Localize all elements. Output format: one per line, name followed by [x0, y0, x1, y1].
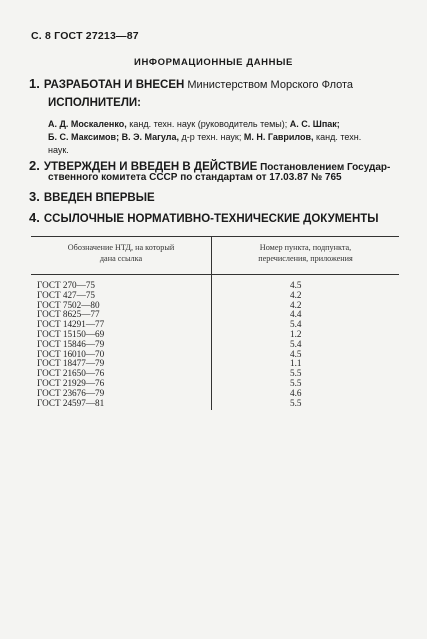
table-cell-reference: 5.5 [290, 368, 302, 379]
section-2-number: 2. [29, 158, 40, 173]
section-3-heading: ВВЕДЕН ВПЕРВЫЕ [43, 192, 155, 204]
section-1-heading: РАЗРАБОТАН И ВНЕСЕН [43, 79, 185, 91]
section-1-body: Министерством Морского Флота [184, 79, 354, 91]
section-4-number: 4. [29, 210, 40, 225]
page-title: ИНФОРМАЦИОННЫЕ ДАННЫЕ [134, 57, 293, 68]
table-cell-document: ГОСТ 7502—80 [37, 299, 100, 310]
table-cell-reference: 4.2 [290, 289, 302, 300]
table-cell-document: ГОСТ 270—75 [37, 280, 96, 290]
table-cell-reference: 5.4 [290, 319, 302, 330]
table-cell-reference: 4.5 [290, 280, 302, 290]
table-cell-document: ГОСТ 427—75 [37, 289, 96, 300]
table-cell-reference: 4.2 [290, 299, 302, 310]
executors-line-2 [48, 130, 361, 144]
header-line: Обозначение НТД, на который [67, 243, 175, 252]
table-cell-reference: 4.5 [290, 348, 302, 359]
section-3 [29, 189, 155, 204]
section-2-heading: УТВЕРЖДЕН И ВВЕДЕН В ДЕЙСТВИЕ [43, 161, 258, 173]
table-cell-reference: 5.5 [290, 377, 302, 388]
section-2-body-2: ственного комитета СССР по стандартам от 17.03.87 № 765 [48, 172, 342, 183]
table-header-rule [31, 274, 399, 275]
reference-column [290, 281, 330, 408]
table-cell-reference: 5.5 [290, 397, 302, 408]
executor-detail: канд. техн. наук (руководитель темы); [126, 119, 290, 129]
table-cell-document: ГОСТ 23676—79 [37, 387, 105, 398]
table-cell-reference: 1.1 [290, 358, 302, 369]
table-cell-document: ГОСТ 21929—76 [37, 377, 105, 388]
table-cell-document: ГОСТ 8625—77 [37, 309, 100, 320]
table-header-document [31, 242, 211, 264]
executors-line-1 [48, 117, 340, 131]
table-cell-reference: 5.4 [290, 338, 302, 349]
section-4-heading: ССЫЛОЧНЫЕ НОРМАТИВНО-ТЕХНИЧЕСКИЕ ДОКУМЕНТЫ [43, 213, 379, 225]
executor-name: В. Э. Магула, [119, 132, 179, 142]
executors-heading-text: ИСПОЛНИТЕЛИ: [48, 97, 141, 109]
section-3-number: 3. [29, 189, 40, 204]
table-top-rule [31, 236, 399, 237]
table-cell-document: ГОСТ 16010—70 [37, 348, 105, 359]
executor-name: А. С. Шпак; [289, 119, 340, 129]
header-line: перечисления, приложения [258, 254, 353, 263]
header-line: дана ссылка [99, 254, 143, 263]
executors-line-3 [48, 143, 69, 157]
table-cell-document: ГОСТ 21650—76 [37, 368, 105, 379]
reference-list [290, 281, 330, 408]
table-cell-reference: 4.6 [290, 387, 302, 398]
executor-name: Б. С. Максимов; [48, 132, 120, 142]
document-column [37, 281, 207, 408]
section-2 [29, 158, 390, 173]
executor-name: А. Д. Москаленко, [48, 119, 127, 129]
table-cell-document: ГОСТ 15846—79 [37, 338, 105, 349]
executor-name: М. Н. Гаврилов, [243, 132, 314, 142]
table-cell-reference: 1.2 [290, 328, 302, 339]
section-1 [29, 76, 353, 91]
section-4 [29, 210, 379, 225]
table-cell-document: ГОСТ 24597—81 [37, 397, 105, 408]
table-header-reference [212, 242, 399, 264]
page-header: С. 8 ГОСТ 27213—87 [31, 30, 139, 42]
header-line: Номер пункта, подпункта, [259, 243, 352, 252]
section-1-number: 1. [29, 76, 40, 91]
executor-detail: д-р техн. наук; [178, 132, 244, 142]
table-cell-reference: 4.4 [290, 309, 302, 320]
document-list [37, 281, 207, 408]
table-cell-document: ГОСТ 15150—69 [37, 328, 105, 339]
section-2-body-1: Постановлением Государ- [257, 162, 391, 173]
table-cell-document: ГОСТ 18477—79 [37, 358, 105, 369]
executors-heading [48, 97, 141, 109]
executor-detail: наук. [48, 145, 69, 155]
executor-detail: канд. техн. [313, 132, 362, 142]
table-cell-document: ГОСТ 14291—77 [37, 319, 105, 330]
